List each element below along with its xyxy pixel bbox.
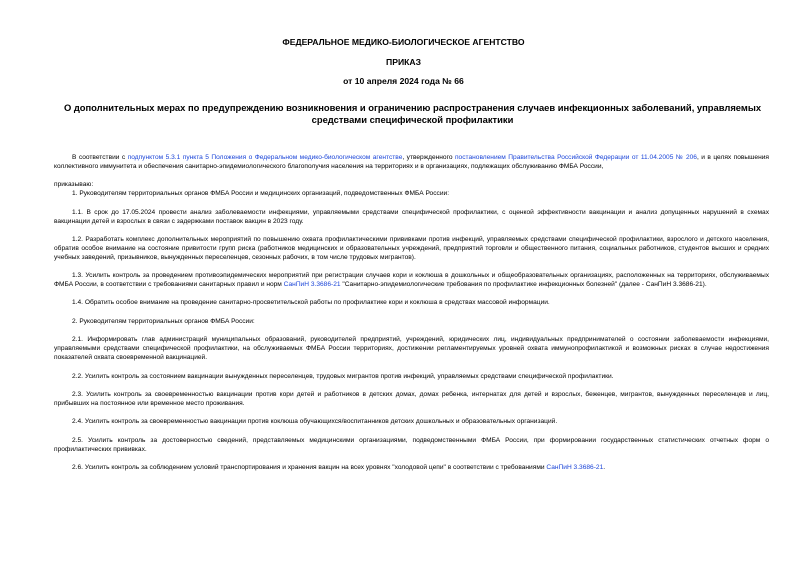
document-body [54,154,769,473]
paragraph-1-4: 1.4. Обратить особое внимание на проведение санитарно-просветительской работы по профилактике кори и коклюша в средствах массовой информации. [72,299,550,307]
link-sanpin-3-3686-21[interactable]: СанПиН 3.3686-21 [283,281,341,289]
paragraph-2: 2. Руководителям территориальных органов ФМБА России: [72,317,255,325]
paragraph-1-3: 1.3. Усилить контроль за проведением противоэпидемических мероприятий при регистрации случаев кори и коклюша в дошкольных и общеобразовательных организациях, расположенных на территориях, обслуживаемых ФМБА России, в соответствии с требованиями санитарных правил и норм СанПиН 3.3686-21 "Санитарно-эпидемиологические требования по профилактике инфекционных болезней" (далее - СанПиН 3.3686-21). [54,272,769,289]
paragraph-2-3: 2.3. Усилить контроль за своевременностью вакцинации против кори детей и работников в детских домах, домах ребенка, интернатах для детей и взрослых, беженцев, мигрантов, вынужденных переселенцев и лиц, прибывших на постоянное или временное место проживания. [54,390,769,407]
paragraph-2-2: 2.2. Усилить контроль за состоянием вакцинации вынужденных переселенцев, трудовых мигрантов против инфекций, управляемых средствами специфической профилактики. [72,372,614,380]
paragraph-2-4: 2.4. Усилить контроль за своевременностью вакцинации против коклюша обучающихся/воспитанников детских дошкольных и образовательных организаций. [72,418,558,426]
paragraph-2-5: 2.5. Усилить контроль за достоверностью сведений, представляемых медицинскими организациями, подведомственными ФМБА России, при формировании государственных статистических отчетных форм о профилактических прививках. [54,436,769,453]
paragraph-1-1: 1.1. В срок до 17.05.2024 провести анализ заболеваемости инфекциями, управляемыми средствами специфической профилактики, с оценкой эффективности вакцинации и анализ допущенных нарушений в схемах вакцинации детей и взрослых в связи с задержками поставок вакцин в 2023 году. [54,208,769,225]
link-sanpin-3-3686-21[interactable]: СанПиН 3.3686-21 [546,463,604,471]
paragraph-2-6: 2.6. Усилить контроль за соблюдением условий транспортирования и хранения вакцин на всех уровнях "холодовой цепи" в соответствии с требованиями СанПиН 3.3686-21. [72,463,606,471]
paragraph-1: 1. Руководителям территориальных органов ФМБА России и медицинских организаций, подведомственных ФМБА России: [72,190,450,198]
link-government-decree[interactable]: постановлением Правительства Российской Федерации от 11.04.2005 № 206 [454,154,697,161]
document-type: ПРИКАЗ [386,57,421,67]
preamble-paragraph: В соответствии с подпунктом 5.3.1 пункта 5 Положения о Федеральном медико-биологическом агентстве, утвержденного постановлением Правительства Российской Федерации от 11.04.2005 № 206, и в целях повышения коллективного иммунитета и обеспечения санитарно-эпидемиологического благополучия населения на территориях и в организациях, подлежащих обслуживанию ФМБА России, [54,154,769,170]
order-word: приказываю: [54,181,94,189]
paragraph-1-2: 1.2. Разработать комплекс дополнительных мероприятий по повышению охвата профилактическими прививками против инфекций, управляемых средствами специфической профилактики, взрослого и детского населения, обратив особое внимание на состояние привитости групп риска (работников медицинских и образовательных учреждений, предприятий торговли и общественного питания, социальных работников, студентов высших и средних учебных заведений, призывников, вынужденных переселенцев, сезонных рабочих, в том числе трудовых мигрантов). [54,235,769,261]
document-date-number: от 10 апреля 2024 года № 66 [343,76,464,86]
agency-name: ФЕДЕРАЛЬНОЕ МЕДИКО-БИОЛОГИЧЕСКОЕ АГЕНТСТВО [282,37,525,47]
paragraph-2-1: 2.1. Информировать глав администраций муниципальных образований, руководителей предприятий, учреждений, юридических лиц, индивидуальных предпринимателей о состоянии заболеваемости инфекциями, управляемыми средствами специфической профилактики, на обслуживаемых ФМБА России территориях, достижении регламентируемых уровней охвата иммунопрофилактикой и возможных рисках в случае недостижения показателей охвата своевременной вакцинацией. [54,336,769,362]
link-regulation-fmba[interactable]: подпунктом 5.3.1 пункта 5 Положения о Федеральном медико-биологическом агентстве [127,154,403,161]
document-title: О дополнительных мерах по предупреждению возникновения и ограничению распространения случаев инфекционных заболеваний, управляемых средствами специфической профилактики [63,102,762,125]
